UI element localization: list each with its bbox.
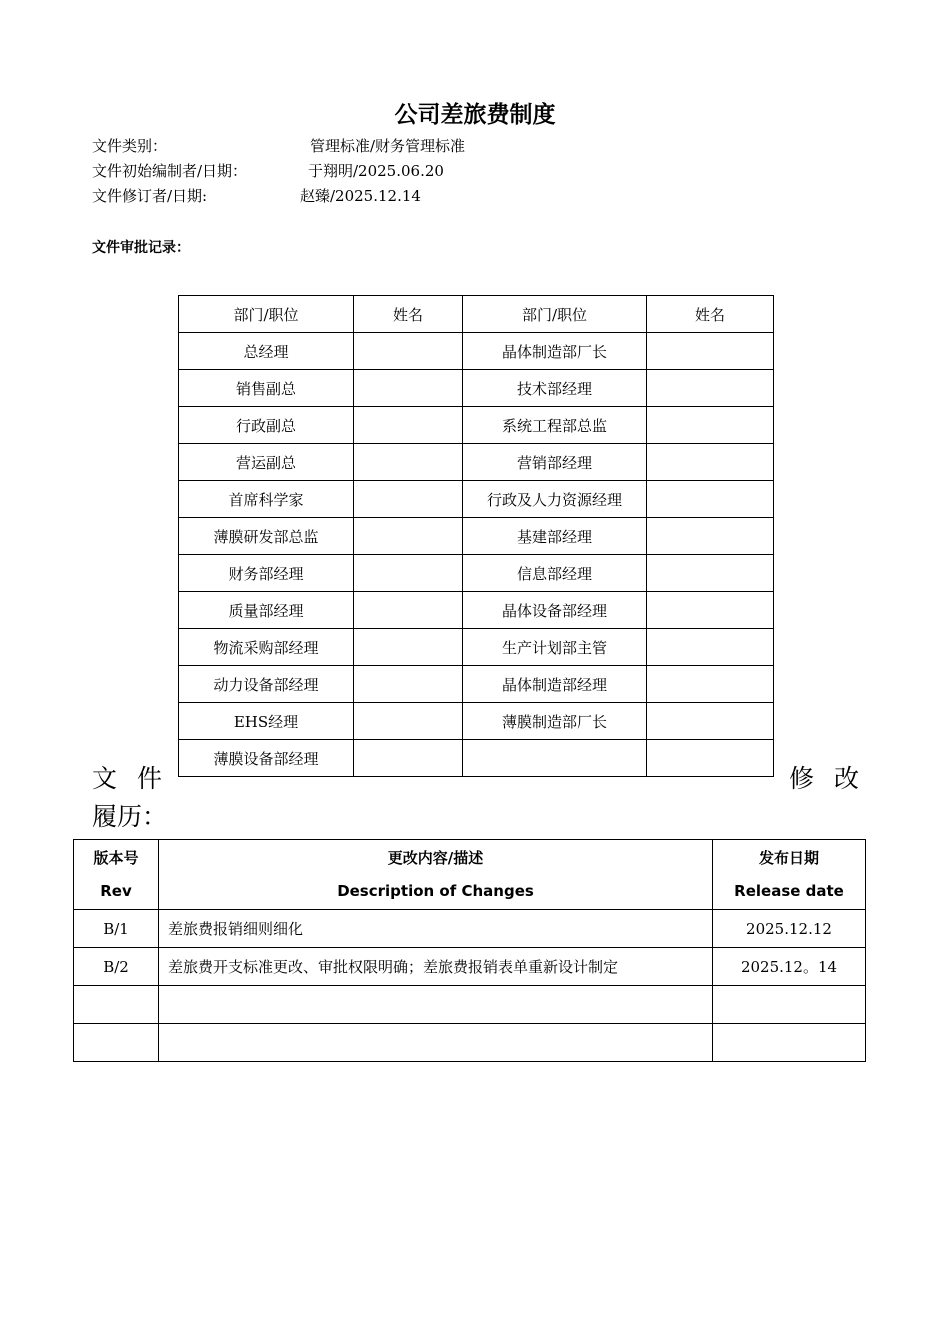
approval-name-right [647, 666, 774, 703]
revision-row [74, 1024, 866, 1062]
approval-dept-right: 技术部经理 [463, 370, 647, 407]
approval-row [179, 444, 774, 481]
approval-row [179, 555, 774, 592]
approval-name-left [354, 444, 463, 481]
approval-row [179, 407, 774, 444]
approval-dept-right [463, 740, 647, 777]
meta-reviser-label: 文件修订者/日期: [92, 187, 208, 205]
approval-name-right [647, 370, 774, 407]
revision-heading-line2: 履历： [92, 802, 168, 831]
approval-dept-left: 总经理 [179, 333, 354, 370]
approval-row [179, 592, 774, 629]
revision-rev: B/1 [74, 910, 159, 948]
revision-row [74, 948, 866, 986]
revision-description: 差旅费开支标准更改、审批权限明确；差旅费报销表单重新设计制定 [159, 948, 713, 986]
approval-row [179, 666, 774, 703]
approval-name-left [354, 666, 463, 703]
header-dept-left: 部门/职位 [179, 296, 354, 333]
approval-dept-right: 生产计划部主管 [463, 629, 647, 666]
meta-category-label: 文件类别： [92, 137, 168, 155]
meta-reviser-value: 赵臻/2025.12.14 [300, 187, 421, 205]
approval-name-right [647, 592, 774, 629]
approval-name-right [647, 740, 774, 777]
header-name-right: 姓名 [647, 296, 774, 333]
meta-author-label: 文件初始编制者/日期： [92, 162, 248, 180]
approval-name-right [647, 444, 774, 481]
revision-rev [74, 986, 159, 1024]
revision-heading-char-2: 件 [137, 764, 163, 793]
approval-dept-left: 营运副总 [179, 444, 354, 481]
revision-row [74, 986, 866, 1024]
approval-dept-left: EHS经理 [179, 703, 354, 740]
revision-row [74, 910, 866, 948]
approval-name-left [354, 518, 463, 555]
revision-header-row [74, 840, 866, 910]
header-description-cn: 更改内容/描述 [387, 848, 484, 867]
approval-row [179, 481, 774, 518]
header-version [74, 840, 159, 910]
revision-date: 2025.12。14 [713, 948, 866, 986]
approval-dept-right: 行政及人力资源经理 [463, 481, 647, 518]
approval-dept-left: 行政副总 [179, 407, 354, 444]
revision-description [159, 1024, 713, 1062]
revision-rev [74, 1024, 159, 1062]
approval-row [179, 333, 774, 370]
header-name-left: 姓名 [354, 296, 463, 333]
approval-dept-right: 薄膜制造部厂长 [463, 703, 647, 740]
approval-dept-right: 系统工程部总监 [463, 407, 647, 444]
approval-row [179, 740, 774, 777]
approval-dept-right: 信息部经理 [463, 555, 647, 592]
meta-author-value: 于翔明/2025.06.20 [308, 162, 444, 180]
approval-dept-left: 质量部经理 [179, 592, 354, 629]
approval-dept-right: 营销部经理 [463, 444, 647, 481]
approval-dept-left: 物流采购部经理 [179, 629, 354, 666]
approval-row [179, 518, 774, 555]
approval-name-right [647, 555, 774, 592]
meta-category-value: 管理标准/财务管理标准 [310, 137, 466, 155]
approval-name-right [647, 703, 774, 740]
approval-name-right [647, 518, 774, 555]
approval-dept-right: 基建部经理 [463, 518, 647, 555]
approval-dept-right: 晶体设备部经理 [463, 592, 647, 629]
approval-dept-left: 薄膜研发部总监 [179, 518, 354, 555]
approval-dept-left: 财务部经理 [179, 555, 354, 592]
approval-dept-left: 销售副总 [179, 370, 354, 407]
revision-heading-char-1: 文 [92, 764, 118, 793]
header-description [159, 840, 713, 910]
revision-rev: B/2 [74, 948, 159, 986]
revision-date [713, 1024, 866, 1062]
approval-name-right [647, 333, 774, 370]
revision-table [73, 839, 866, 1062]
approval-name-right [647, 629, 774, 666]
approval-name-right [647, 407, 774, 444]
approval-name-left [354, 370, 463, 407]
approval-row [179, 629, 774, 666]
approval-name-right [647, 481, 774, 518]
approval-dept-right: 晶体制造部经理 [463, 666, 647, 703]
revision-heading-char-4: 改 [834, 764, 860, 793]
approval-dept-left: 动力设备部经理 [179, 666, 354, 703]
header-version-cn: 版本号 [93, 848, 139, 867]
revision-description: 差旅费报销细则细化 [159, 910, 713, 948]
header-release-date-en: Release date [734, 881, 844, 900]
approval-name-left [354, 407, 463, 444]
approval-row [179, 703, 774, 740]
approval-header-row [179, 296, 774, 333]
approval-heading: 文件审批记录： [92, 240, 190, 256]
header-release-date-cn: 发布日期 [758, 848, 819, 867]
header-release-date [713, 840, 866, 910]
revision-date [713, 986, 866, 1024]
approval-dept-left: 薄膜设备部经理 [179, 740, 354, 777]
approval-name-left [354, 740, 463, 777]
approval-name-left [354, 629, 463, 666]
approval-name-left [354, 592, 463, 629]
approval-name-left [354, 555, 463, 592]
approval-table [178, 295, 774, 777]
header-version-en: Rev [100, 881, 132, 900]
revision-heading-char-3: 修 [789, 764, 815, 793]
revision-date: 2025.12.12 [713, 910, 866, 948]
header-dept-right: 部门/职位 [463, 296, 647, 333]
approval-name-left [354, 481, 463, 518]
document-title: 公司差旅费制度 [394, 102, 556, 128]
header-description-en: Description of Changes [337, 881, 534, 900]
approval-name-left [354, 703, 463, 740]
approval-row [179, 370, 774, 407]
approval-name-left [354, 333, 463, 370]
revision-description [159, 986, 713, 1024]
approval-dept-left: 首席科学家 [179, 481, 354, 518]
approval-dept-right: 晶体制造部厂长 [463, 333, 647, 370]
